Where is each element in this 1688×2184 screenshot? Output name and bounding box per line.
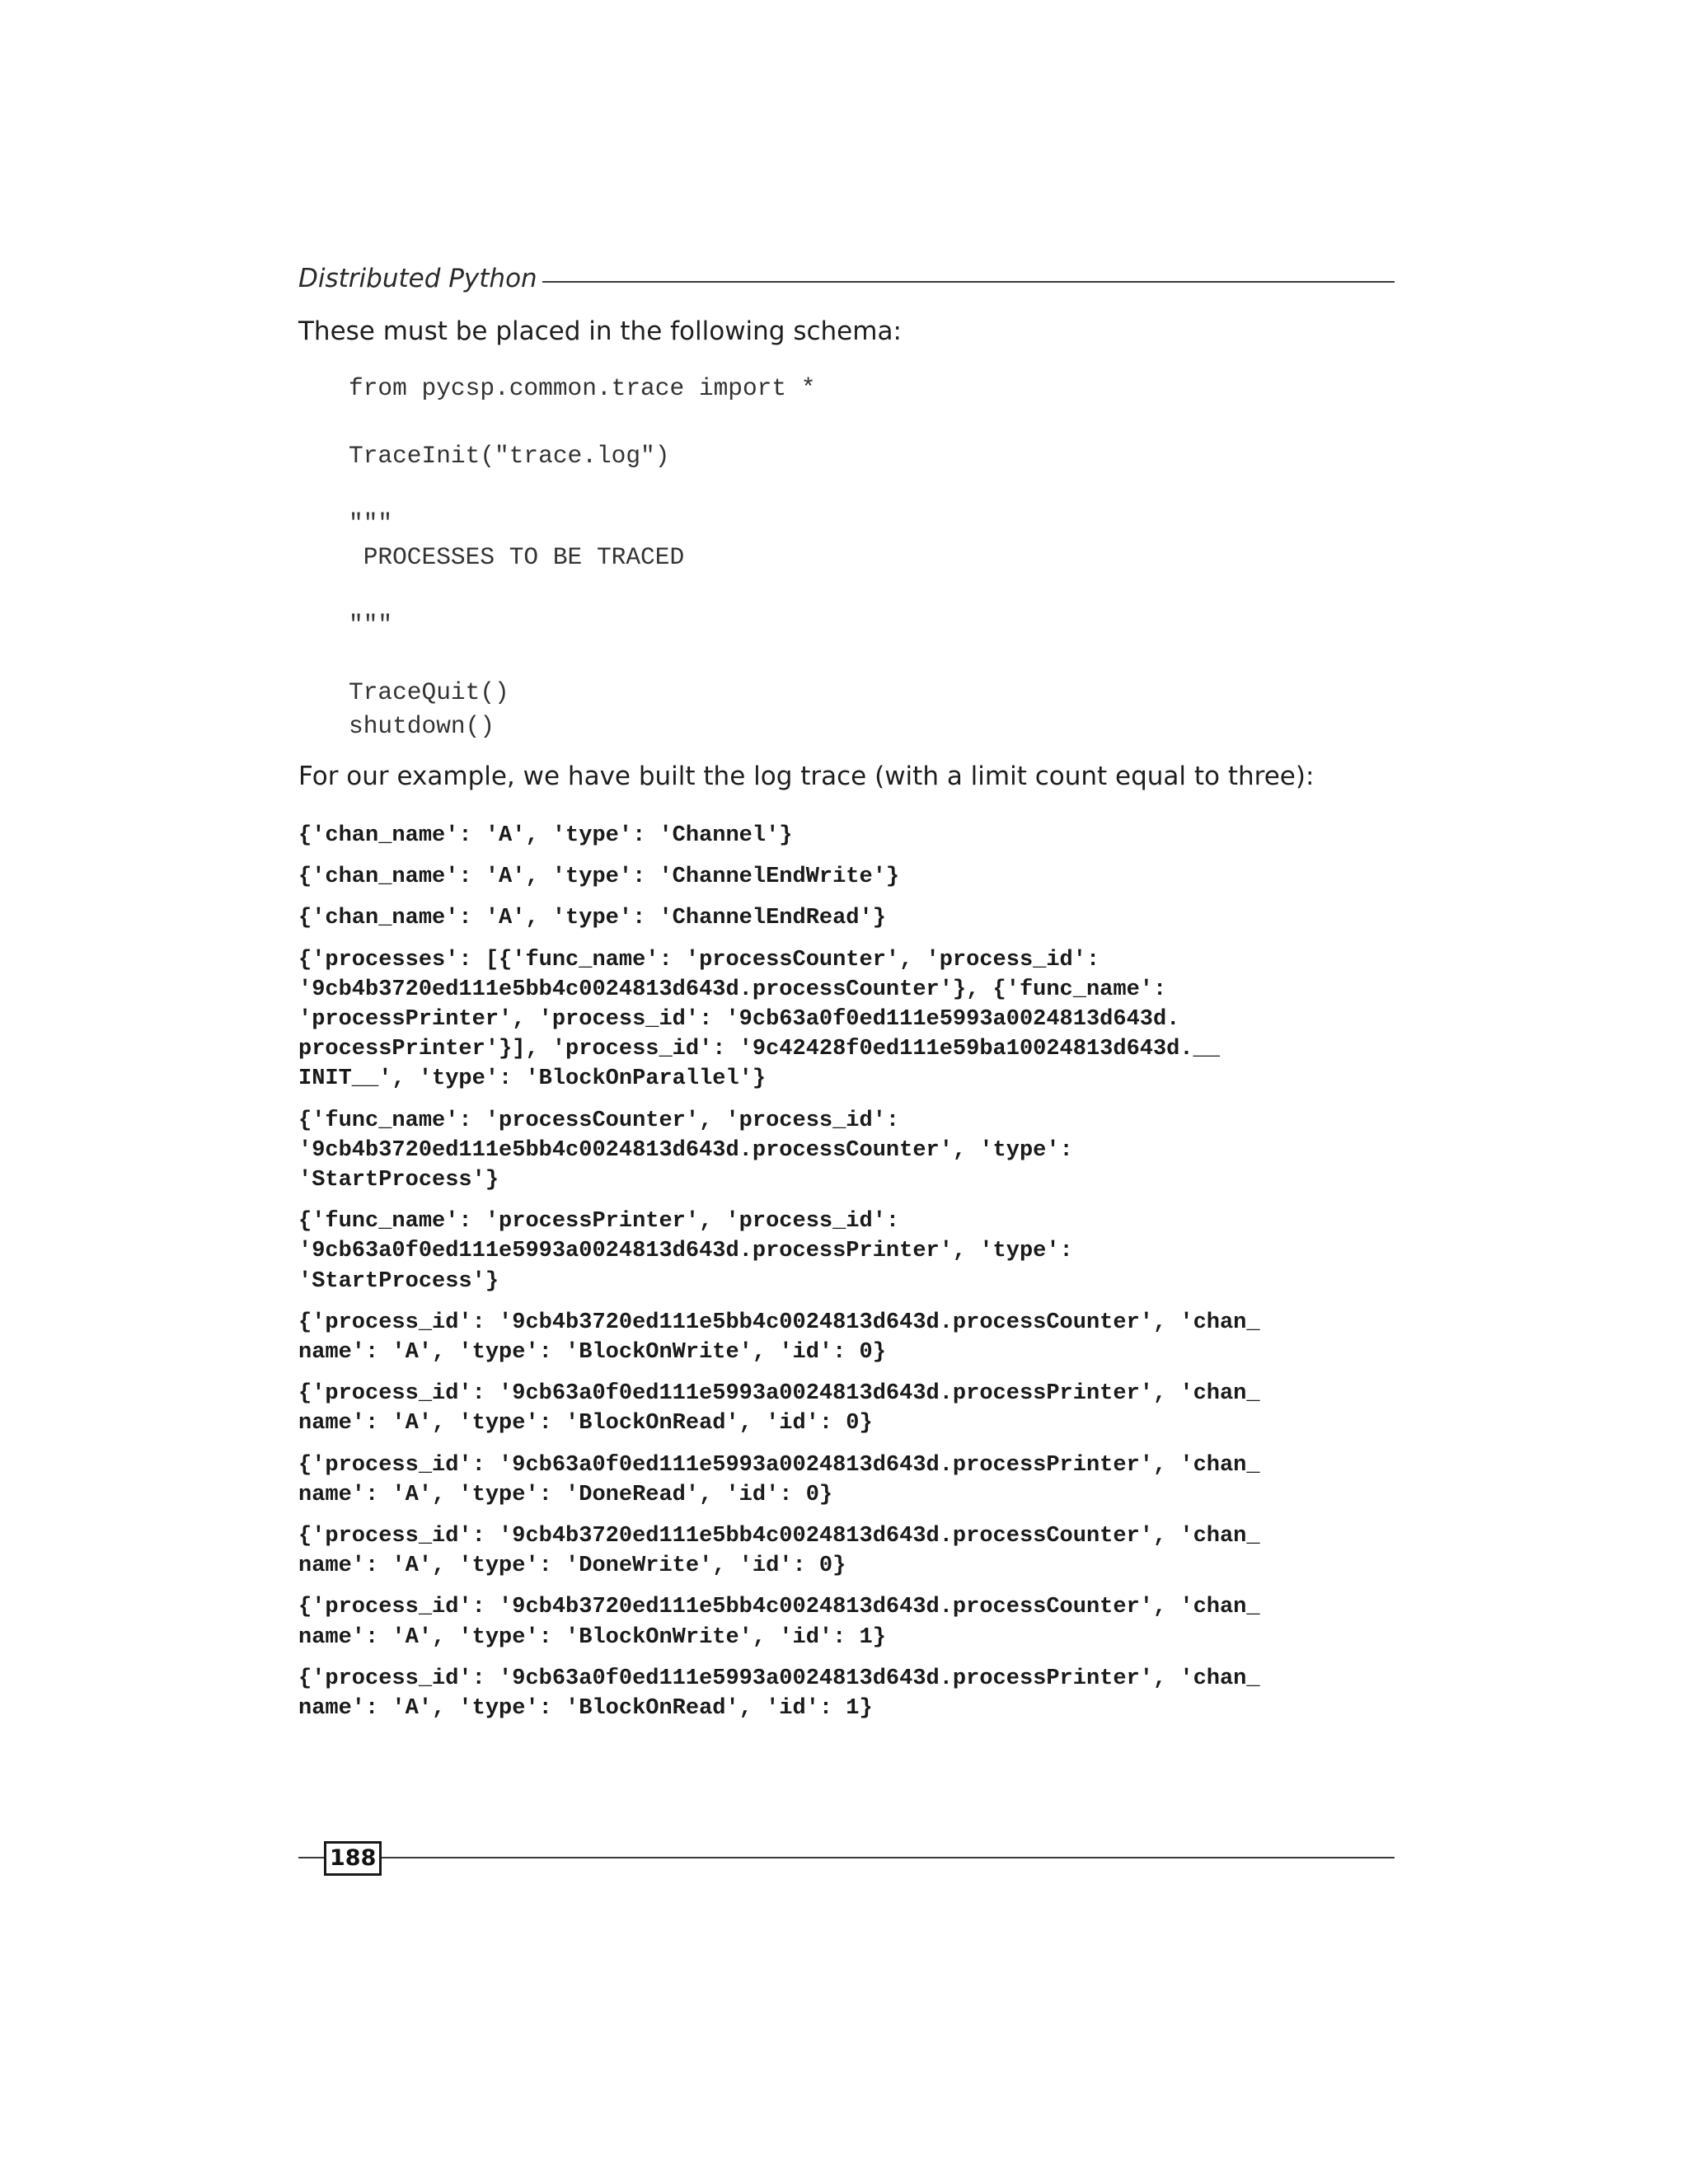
log-line: name': 'A', 'type': 'BlockOnWrite', 'id': 1} — [298, 1624, 886, 1650]
page-footer — [298, 1841, 1395, 1874]
log-line: 'StartProcess'} — [298, 1168, 499, 1193]
log-entry — [298, 903, 1395, 933]
log-line: processPrinter'}], 'process_id': '9c42428f0ed111e59ba10024813d643d.__ — [298, 1037, 1220, 1062]
log-line: {'chan_name': 'A', 'type': 'ChannelEndWrite'} — [298, 865, 900, 890]
code-block — [349, 372, 816, 743]
log-line: {'process_id': '9cb4b3720ed111e5bb4c0024813d643d.processCounter', 'chan_ — [298, 1310, 1260, 1335]
code-line — [349, 473, 816, 507]
log-line: {'process_id': '9cb63a0f0ed111e5993a0024813d643d.processPrinter', 'chan_ — [298, 1381, 1260, 1407]
log-line: name': 'A', 'type': 'BlockOnWrite', 'id': 0} — [298, 1340, 886, 1366]
code-line: """ — [349, 509, 393, 537]
code-line: TraceInit("trace.log") — [349, 442, 670, 470]
code-line: """ — [349, 611, 393, 639]
log-line: '9cb4b3720ed111e5bb4c0024813d643d.processCounter', 'type': — [298, 1137, 1073, 1163]
code-line — [349, 642, 816, 676]
log-line: name': 'A', 'type': 'BlockOnRead', 'id': 0} — [298, 1411, 873, 1436]
log-line: {'func_name': 'processCounter', 'process_id': — [298, 1108, 900, 1133]
log-line: {'chan_name': 'A', 'type': 'Channel'} — [298, 823, 793, 848]
code-line: from pycsp.common.trace import * — [349, 374, 816, 402]
log-line: {'process_id': '9cb63a0f0ed111e5993a0024813d643d.processPrinter', 'chan_ — [298, 1452, 1260, 1478]
log-line: {'processes': [{'func_name': 'processCounter', 'process_id': — [298, 947, 1100, 972]
page-number: 188 — [324, 1841, 382, 1876]
log-line: {'chan_name': 'A', 'type': 'ChannelEndRead'} — [298, 906, 886, 931]
log-line: 'StartProcess'} — [298, 1268, 499, 1294]
log-line: name': 'A', 'type': 'DoneRead', 'id': 0} — [298, 1482, 833, 1507]
log-line: 'processPrinter', 'process_id': '9cb63a0f0ed111e5993a0024813d643d. — [298, 1007, 1180, 1033]
log-entry — [298, 1379, 1395, 1438]
code-line: TraceQuit() — [349, 678, 509, 706]
log-entry — [298, 1106, 1395, 1196]
log-line: INIT__', 'type': 'BlockOnParallel'} — [298, 1066, 767, 1092]
log-trace — [298, 821, 1395, 1735]
log-line: '9cb63a0f0ed111e5993a0024813d643d.processPrinter', 'type': — [298, 1239, 1073, 1264]
log-line: '9cb4b3720ed111e5bb4c0024813d643d.processCounter'}, {'func_name': — [298, 977, 1167, 1002]
log-entry — [298, 945, 1395, 1094]
log-entry — [298, 1207, 1395, 1296]
log-line: {'process_id': '9cb4b3720ed111e5bb4c0024813d643d.processCounter', 'chan_ — [298, 1524, 1260, 1549]
log-entry — [298, 1592, 1395, 1652]
log-line: {'func_name': 'processPrinter', 'process_id': — [298, 1209, 900, 1235]
code-line — [349, 574, 816, 608]
running-head: Distributed Python — [298, 264, 537, 293]
code-line — [349, 405, 816, 439]
example-intro-paragraph: For our example, we have built the log trace (with a limit count equal to three): — [298, 762, 1315, 791]
log-entry — [298, 1521, 1395, 1581]
code-line: PROCESSES TO BE TRACED — [349, 543, 685, 571]
code-line: shutdown() — [349, 712, 495, 740]
log-entry — [298, 862, 1395, 892]
header-rule — [542, 281, 1395, 283]
intro-paragraph: These must be placed in the following schema: — [298, 316, 902, 346]
log-line: {'process_id': '9cb4b3720ed111e5bb4c0024813d643d.processCounter', 'chan_ — [298, 1595, 1260, 1620]
log-line: name': 'A', 'type': 'DoneWrite', 'id': 0} — [298, 1554, 846, 1579]
log-line: {'process_id': '9cb63a0f0ed111e5993a0024813d643d.processPrinter', 'chan_ — [298, 1666, 1260, 1691]
log-entry — [298, 1664, 1395, 1723]
log-line: name': 'A', 'type': 'BlockOnRead', 'id': 1} — [298, 1696, 873, 1722]
log-entry — [298, 1308, 1395, 1367]
footer-rule — [298, 1857, 1395, 1858]
log-entry — [298, 821, 1395, 851]
page-header — [298, 260, 1395, 297]
log-entry — [298, 1451, 1395, 1510]
